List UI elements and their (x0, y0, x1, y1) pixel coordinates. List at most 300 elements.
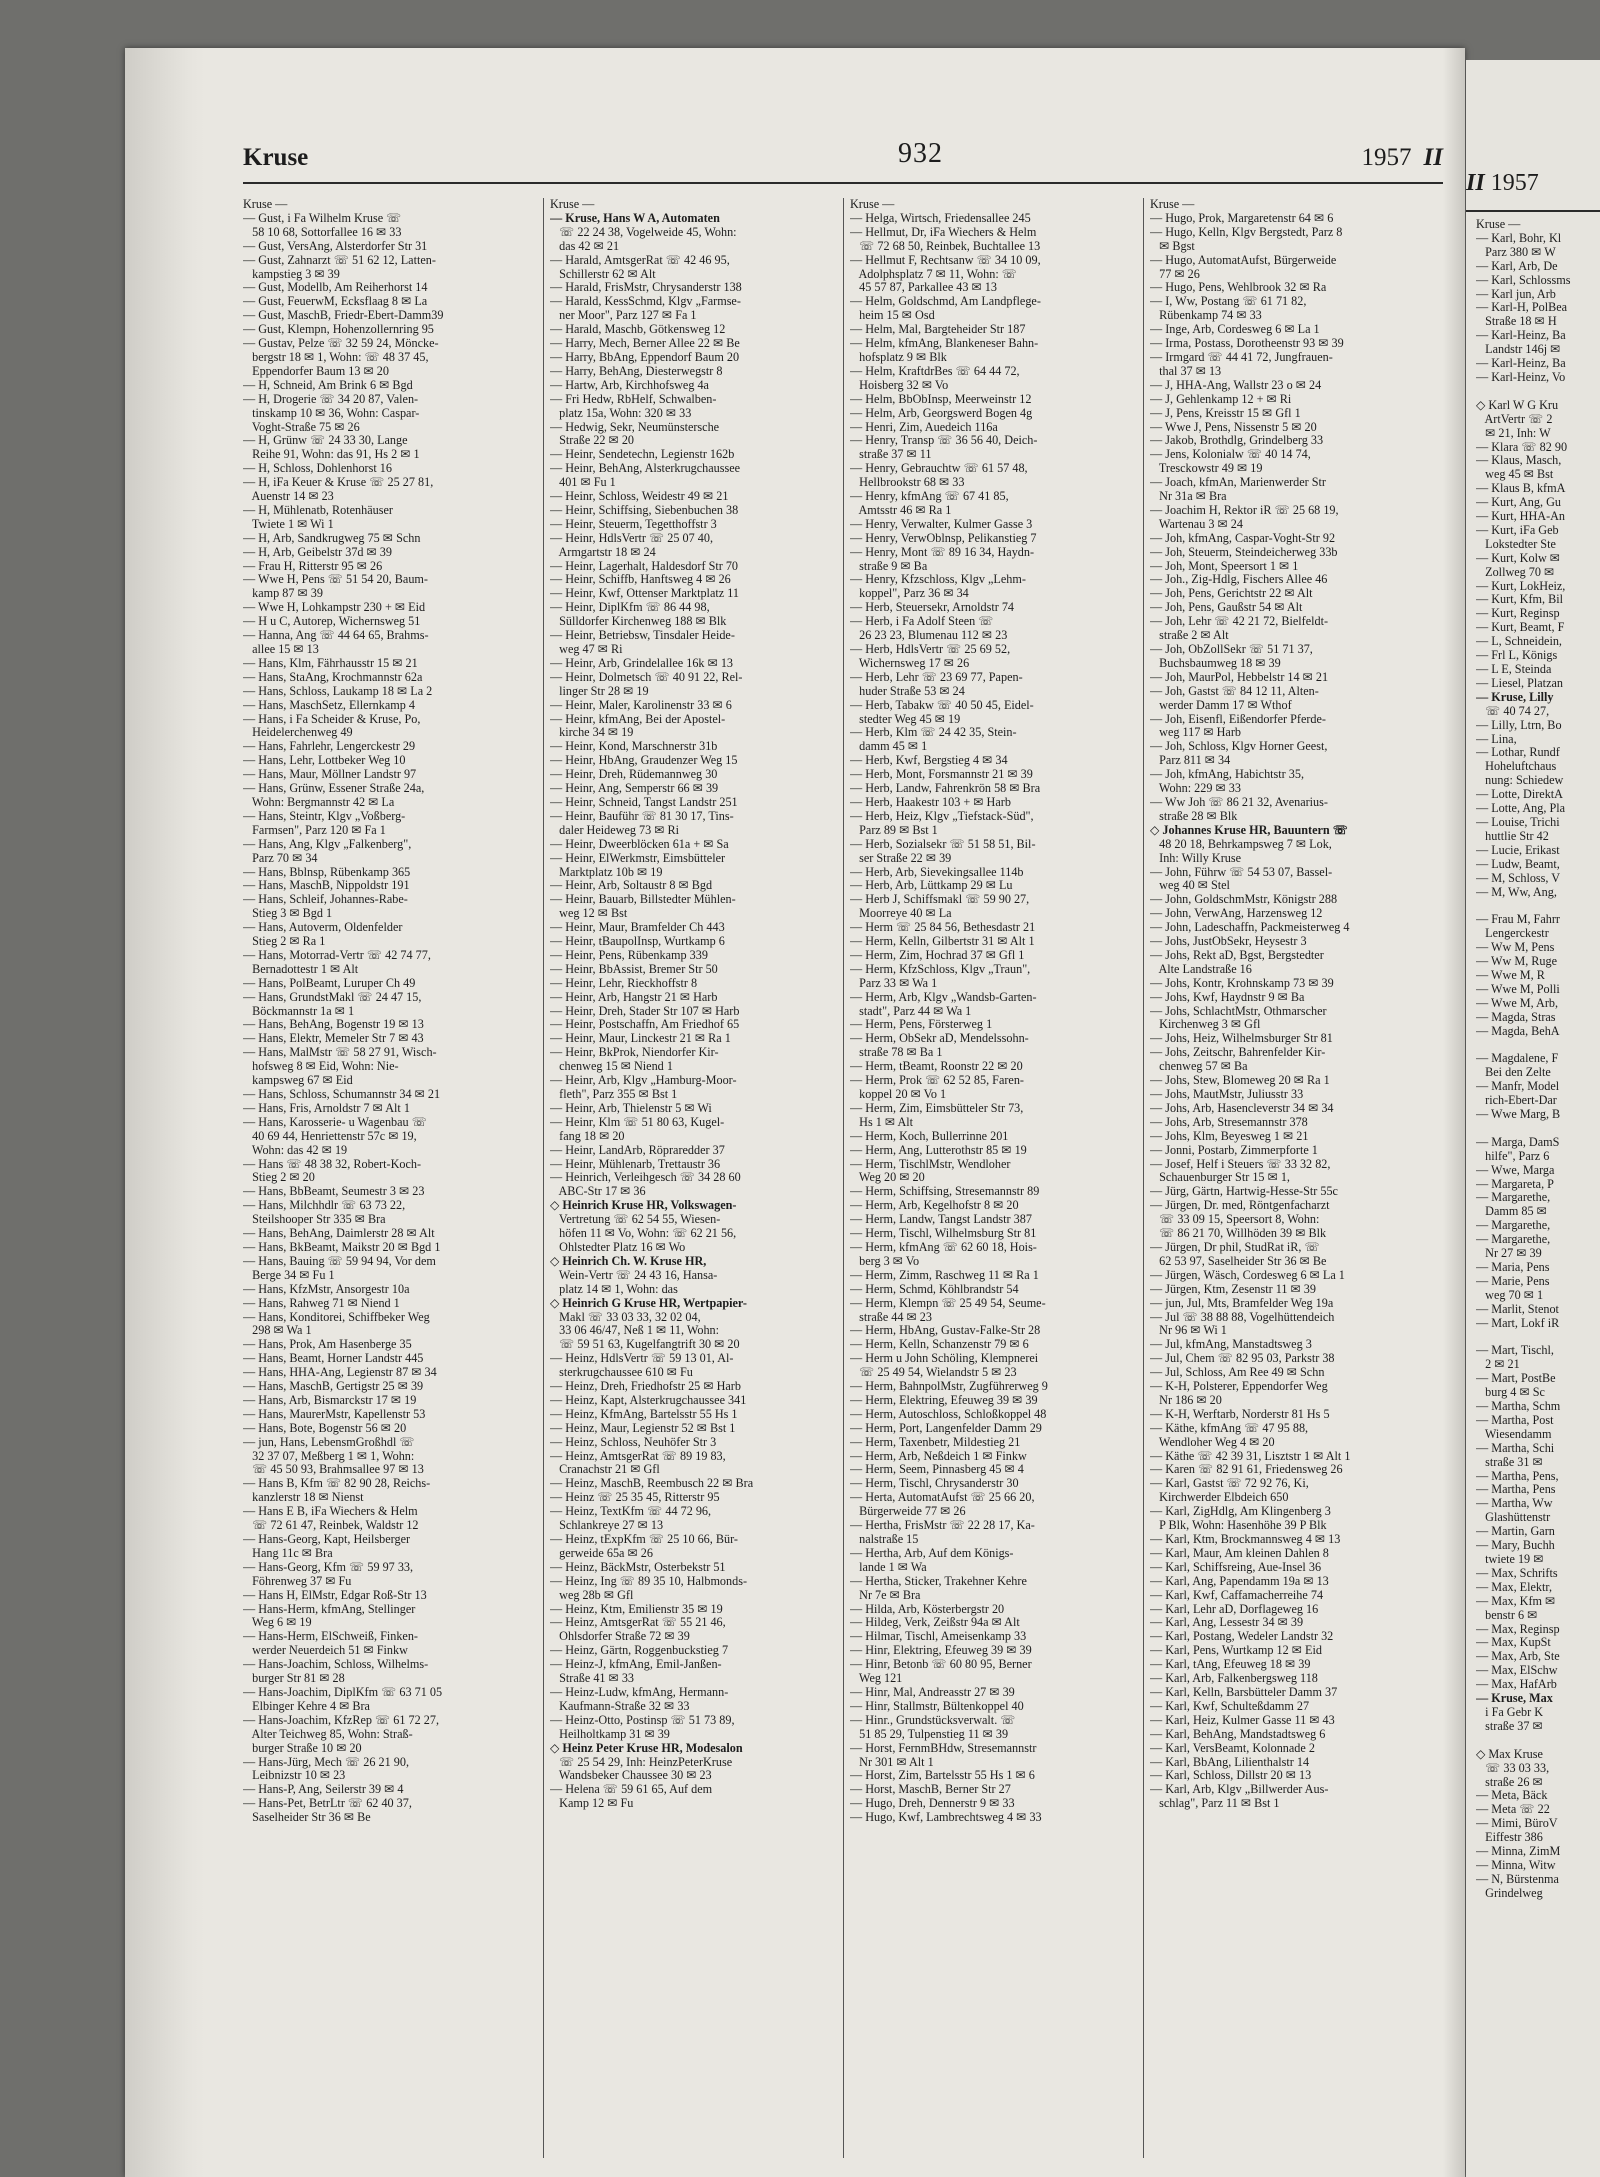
directory-entry-line: — Johs, Zeitschr, Bahrenfelder Kir- (1150, 1046, 1326, 1060)
directory-entry-line: — Gust, Zahnarzt ☏ 51 62 12, Latten- (243, 253, 436, 267)
directory-entry-line: Adolphsplatz 7 ✉ 11, Wohn: ☏ (850, 267, 1017, 281)
directory-entry-line: — Karl, Gastst ☏ 72 92 76, Ki, (1150, 1477, 1309, 1491)
facing-page-column (1476, 218, 1600, 1901)
facing-page-entry-line: benstr 6 ✉ (1476, 1608, 1538, 1622)
directory-entry-line: — Hans, i Fa Scheider & Kruse, Po, (243, 712, 421, 726)
directory-entry-line: — Johs, JustObSekr, Heysestr 3 (1150, 935, 1307, 949)
directory-entry-line: — Heinz-J, kfmAng, Emil-Janßen- (550, 1658, 722, 1672)
directory-entry-line: — Herm, Elektring, Efeuweg 39 ✉ 39 (850, 1393, 1038, 1407)
facing-page-entry-line: — Marga, DamS (1476, 1135, 1560, 1149)
directory-entry-line: — Hans, HHA-Ang, Legienstr 87 ✉ 34 (243, 1366, 437, 1380)
directory-entry-line: ◇ Heinrich G Kruse HR, Wertpapier- (550, 1296, 747, 1310)
facing-page-entry-line: — Kurt, Reginsp (1476, 607, 1560, 621)
directory-entry-line: — Herm, HbAng, Gustav-Falke-Str 28 (850, 1324, 1041, 1338)
directory-entry-line: Kirchenweg 3 ✉ Gfl (1150, 1018, 1261, 1032)
directory-entry-line: — Heinz, Schloss, Neuhöfer Str 3 (550, 1435, 717, 1449)
directory-entry-line: Schlankreye 27 ✉ 13 (550, 1519, 664, 1533)
directory-entry-line: — Harry, BbAng, Eppendorf Baum 20 (550, 350, 740, 364)
directory-entry-line: weg 117 ✉ Harb (1150, 726, 1241, 740)
directory-entry-line: — Inge, Arb, Cordesweg 6 ✉ La 1 (1150, 323, 1320, 337)
directory-entry-line: kampsweg 67 ✉ Eid (243, 1074, 353, 1088)
directory-entry-line: — Heinr, Schiffsing, Siebenbuchen 38 (550, 503, 739, 517)
directory-entry-line: — Heinz, Ing ☏ 89 35 10, Halbmonds- (550, 1574, 748, 1588)
directory-entry-line: — Herb, Landw, Fahrenkrön 58 ✉ Bra (850, 782, 1041, 796)
directory-entry-line: Kamp 12 ✉ Fu (550, 1797, 634, 1811)
directory-entry-line: — Harald, KessSchmd, Klgv „Farmse- (550, 295, 741, 309)
directory-column-2 (543, 198, 843, 2158)
directory-entry-line: Wichernsweg 17 ✉ 26 (850, 656, 970, 670)
facing-page-entry-line: — M, Ww, Ang, (1476, 885, 1557, 899)
facing-page-entry-line: — Magda, Stras (1476, 1010, 1556, 1024)
directory-entry-line: — Heinr, Maur, Bramfelder Ch 443 (550, 921, 725, 935)
directory-entry-line: — Hugo, AutomatAufst, Bürgerweide (1150, 253, 1337, 267)
directory-entry-line: — Heinr, Arb, Klgv „Hamburg-Moor- (550, 1074, 737, 1088)
directory-entry-line: 48 20 18, Behrkampsweg 7 ✉ Lok, (1150, 837, 1332, 851)
directory-entry-line: ☏ 45 50 93, Brahmsallee 97 ✉ 13 (243, 1463, 424, 1477)
directory-entry-line: stedter Weg 45 ✉ 19 (850, 712, 961, 726)
directory-entry-line: — Heinr, Klm ☏ 51 80 63, Kugel- (550, 1115, 725, 1129)
directory-entry-line: — Heinr, Schneid, Tangst Landstr 251 (550, 795, 738, 809)
directory-entry-line: Bernadottestr 1 ✉ Alt (243, 962, 359, 976)
directory-entry-line: — Joach, kfmAn, Marienwerder Str (1150, 476, 1326, 490)
directory-entry-line: werder Damm 17 ✉ Wthof (1150, 698, 1292, 712)
facing-page-entry-line: straße 26 ✉ (1476, 1775, 1543, 1789)
facing-page-entry-line: — Max, Elektr, (1476, 1580, 1553, 1594)
directory-entry-line: — Herm, Prok ☏ 62 52 85, Faren- (850, 1074, 1024, 1088)
directory-entry-line: — Heinr, Kond, Marschnerstr 31b (550, 740, 718, 754)
directory-entry-line: — Johs, Arb, Stresemannstr 378 (1150, 1115, 1308, 1129)
directory-entry-line: — Hanna, Ang ☏ 44 64 65, Brahms- (243, 629, 429, 643)
directory-entry-line: — Henri, Zim, Auedeich 116a (850, 420, 998, 434)
directory-entry-line: Voght-Straße 75 ✉ 26 (243, 420, 360, 434)
facing-page-entry-line (1476, 385, 1600, 399)
directory-entry-line: — Karl, Arb, Klgv „Billwerder Aus- (1150, 1783, 1329, 1797)
directory-entry-line: — Herb, Sozialsekr ☏ 51 58 51, Bil- (850, 837, 1036, 851)
facing-page-entry-line: — Kurt, HHA-An (1476, 510, 1566, 524)
directory-entry-line: — Heinr, Lagerhalt, Haldesdorf Str 70 (550, 559, 739, 573)
facing-page-entry-line: Bei den Zelte (1476, 1066, 1551, 1080)
directory-entry-line: — Karl, VersBeamt, Kolonnade 2 (1150, 1741, 1315, 1755)
directory-entry-line: — Frau H, Ritterstr 95 ✉ 26 (243, 559, 383, 573)
directory-entry-line: — Heinr, Maler, Karolinenstr 33 ✉ 6 (550, 698, 732, 712)
directory-entry-line: — Henry, Mont ☏ 89 16 34, Haydn- (850, 545, 1035, 559)
directory-entry-line: — Herm, BahnpolMstr, Zugführerweg 9 (850, 1380, 1048, 1394)
directory-entry-line: — Heinz, Maur, Legienstr 52 ✉ Bst 1 (550, 1421, 736, 1435)
directory-entry-line: — Joh, Pens, Gaußstr 54 ✉ Alt (1150, 601, 1303, 615)
directory-entry-line: weg 47 ✉ Ri (550, 643, 623, 656)
directory-entry-line: — Herb, i Fa Adolf Steen ☏ (850, 615, 994, 629)
directory-entry-line: — Jonni, Postarb, Zimmerpforte 1 (1150, 1143, 1318, 1157)
directory-entry-line: — Hans-Herm, kfmAng, Stellinger (243, 1602, 416, 1616)
facing-page-entry-line: — Margarethe, (1476, 1191, 1551, 1205)
directory-entry-line: — Hans, Beamt, Horner Landstr 445 (243, 1352, 424, 1366)
facing-page-entry-line: — Max, Reginsp (1476, 1622, 1560, 1636)
directory-entry-line: — Herm, tBeamt, Roonstr 22 ✉ 20 (850, 1060, 1023, 1074)
facing-page-entry-line: — Lothar, Rundf (1476, 746, 1560, 760)
directory-entry-line: — J, HHA-Ang, Wallstr 23 o ✉ 24 (1150, 378, 1322, 392)
directory-entry-line: Ohlstedter Platz 16 ✉ Wo (550, 1240, 686, 1254)
directory-entry-line: Saselheider Str 36 ✉ Be (243, 1811, 371, 1825)
facing-page-entry-line: — Frau M, Fahrr (1476, 913, 1560, 927)
facing-page-entry-line: — Lotte, DirektA (1476, 788, 1563, 802)
facing-page-entry-line: — Max, Arb, Ste (1476, 1650, 1560, 1664)
directory-entry-line: — Johs, SchlachtMstr, Othmarscher (1150, 1004, 1327, 1018)
directory-entry-line: sterkrugchaussee 610 ✉ Fu (550, 1366, 693, 1380)
directory-entry-line: ser Straße 22 ✉ 39 (850, 851, 952, 865)
facing-page-entry-line: Hoheluftchaus (1476, 760, 1557, 774)
directory-entry-line: weg 28b ✉ Gfl (550, 1588, 634, 1602)
directory-entry-line: Rübenkamp 74 ✉ 33 (1150, 309, 1262, 323)
directory-entry-line: chenweg 15 ✉ Niend 1 (550, 1060, 673, 1074)
directory-entry-line: — Hans, StaAng, Krochmannstr 62a (243, 670, 423, 684)
directory-entry-line: — Heinr, Ang, Semperstr 66 ✉ 39 (550, 782, 719, 796)
directory-entry-line: fang 18 ✉ 20 (550, 1129, 625, 1143)
directory-entry-line: ✉ Bgst (1150, 239, 1195, 253)
facing-page-entry-line: twiete 19 ✉ (1476, 1553, 1544, 1566)
directory-entry-line: — Heinr, Schloss, Weidestr 49 ✉ 21 (550, 490, 729, 504)
directory-entry-line: — Heinr, Betriebsw, Tinsdaler Heide- (550, 629, 735, 643)
directory-entry-line: straße 37 ✉ 11 (850, 448, 932, 462)
directory-entry-line: — Hans, Prok, Am Hasenberge 35 (243, 1338, 412, 1352)
directory-entry-line: — Heinz, BäckMstr, Osterbekstr 51 (550, 1560, 726, 1574)
directory-entry-line: Marktplatz 10b ✉ 19 (550, 865, 663, 879)
directory-entry-line: Elbinger Kehre 4 ✉ Bra (243, 1699, 370, 1713)
directory-entry-line: — Gust, FeuerwM, Ecksflaag 8 ✉ La (243, 295, 428, 309)
directory-entry-line: werder Neuerdeich 51 ✉ Finkw (243, 1644, 408, 1658)
directory-entry-line: ☏ 25 54 29, Inh: HeinzPeterKruse (550, 1755, 733, 1769)
facing-page-entry-line: — Max, Kfm ✉ (1476, 1594, 1556, 1608)
directory-entry-line: — Heinz-Ludw, kfmAng, Hermann- (550, 1685, 729, 1699)
directory-entry-line: — Herm, Tischl, Wilhelmsburg Str 81 (850, 1227, 1037, 1241)
directory-entry-line: — Hilda, Arb, Kösterbergstr 20 (850, 1602, 1005, 1616)
facing-page-entry-line: — Manfr, Model (1476, 1080, 1560, 1094)
directory-entry-line: — Horst, MaschB, Berner Str 27 (850, 1783, 1011, 1797)
directory-entry-line: — Hans, GrundstMakl ☏ 24 47 15, (243, 990, 422, 1004)
directory-entry-line: — Henry, Transp ☏ 36 56 40, Deich- (850, 434, 1038, 448)
facing-page-entry-line: — Karl-Heinz, Vo (1476, 370, 1566, 384)
directory-entry-line: ☏ 86 21 70, Willhöden 39 ✉ Blk (1150, 1227, 1327, 1241)
facing-page-entry-line (1476, 899, 1600, 913)
directory-entry-line: — Hans, Ang, Klgv „Falkenberg", (243, 837, 412, 851)
directory-entry-line: das 42 ✉ 21 (550, 239, 620, 253)
directory-entry-line: — Joh, ObZollSekr ☏ 51 71 37, (1150, 643, 1313, 656)
directory-entry-line: — Henry, Gebrauchtw ☏ 61 57 48, (850, 462, 1028, 476)
directory-entry-line: — Hans, Arb, Bismarckstr 17 ✉ 19 (243, 1393, 417, 1407)
directory-entry-line: ☏ 59 51 63, Kugelfangtrift 30 ✉ 20 (550, 1338, 740, 1352)
directory-entry-line: ◇ Heinrich Ch. W. Kruse HR, (550, 1254, 707, 1268)
directory-entry-line: ☏ 22 24 38, Vogelweide 45, Wohn: (550, 225, 737, 239)
directory-entry-line: — Hugo, Kelln, Klgv Bergstedt, Parz 8 (1150, 225, 1343, 239)
directory-entry-line: Sülldorfer Kirchenweg 188 ✉ Blk (550, 615, 727, 629)
directory-entry-line: kirche 34 ✉ 19 (550, 726, 634, 740)
directory-entry-line: daler Heideweg 73 ✉ Ri (550, 823, 680, 837)
directory-entry-line: Hellbrookstr 68 ✉ 33 (850, 476, 965, 490)
facing-page-entry-line: — Lotte, Ang, Pla (1476, 802, 1566, 816)
directory-entry-line: — Herm, Taxenbetr, Mildestieg 21 (850, 1435, 1021, 1449)
directory-entry-line: — Herb, Mont, Forsmannstr 21 ✉ 39 (850, 768, 1033, 782)
directory-entry-line: — Karl, Heiz, Kulmer Gasse 11 ✉ 43 (1150, 1713, 1335, 1727)
directory-entry-line: 298 ✉ Wa 1 (243, 1324, 312, 1338)
facing-page-entry-line: — Karl-Heinz, Ba (1476, 357, 1566, 371)
facing-page-entry-line: ☏ 40 74 27, (1476, 704, 1550, 718)
directory-entry-line: — Hans-Herm, ElSchweiß, Finken- (243, 1630, 418, 1644)
directory-entry-line: Parz 89 ✉ Bst 1 (850, 823, 938, 837)
facing-page-entry-line: — Mart, Tischl, (1476, 1344, 1554, 1358)
facing-page-entry-line: — Magda, BehA (1476, 1024, 1560, 1038)
facing-page-entry-line: Glashüttenstr (1476, 1511, 1551, 1525)
directory-entry-line: — Heinr, Mühlenarb, Trettaustr 36 (550, 1157, 721, 1171)
directory-entry-line: — Joh, Schloss, Klgv Horner Geest, (1150, 740, 1328, 754)
directory-entry-line: — Hans H, ElMstr, Edgar Roß-Str 13 (243, 1588, 427, 1602)
directory-entry-line: — Herm, Arb, Kegelhofstr 8 ✉ 20 (850, 1199, 1019, 1213)
facing-page-entry-line: — Margarethe, (1476, 1219, 1551, 1233)
facing-page-entry-line: — Kurt, Ang, Gu (1476, 496, 1561, 510)
directory-entry-line: — Hildeg, Verk, Zeißstr 94a ✉ Alt (850, 1616, 1020, 1630)
directory-entry-line: — Harry, Mech, Berner Allee 22 ✉ Be (550, 337, 740, 351)
directory-entry-line: — Hans, Steintr, Klgv „Voßberg- (243, 809, 406, 823)
directory-entry-line: — Johs, Stew, Blomeweg 20 ✉ Ra 1 (1150, 1074, 1330, 1088)
facing-page-entry-line: — Kurt, LokHeiz, (1476, 579, 1566, 593)
directory-entry-line: Straße 22 ✉ 20 (550, 434, 635, 448)
facing-page-entry-line: hilfe", Parz 6 (1476, 1149, 1550, 1163)
directory-entry-line: — H, Schneid, Am Brink 6 ✉ Bgd (243, 378, 413, 392)
directory-entry-line: Alte Landstraße 16 (1150, 962, 1252, 976)
directory-entry-line: kamp 87 ✉ 39 (243, 587, 323, 601)
facing-page-entry-line: Zollweg 70 ✉ (1476, 565, 1555, 579)
directory-entry-line: — Karl, ZigHdlg, Am Klingenberg 3 (1150, 1505, 1331, 1519)
directory-entry-line: — Hans, BehAng, Daimlerstr 28 ✉ Alt (243, 1227, 435, 1241)
directory-entry-line: — Hans, Fris, Arnoldstr 7 ✉ Alt 1 (243, 1101, 410, 1115)
directory-entry-line: nalstraße 15 (850, 1533, 919, 1546)
directory-entry-line: — Herm, KfzSchloss, Klgv „Traun", (850, 962, 1031, 976)
directory-entry-line: — Herb, Klm ☏ 24 42 35, Stein- (850, 726, 1017, 740)
directory-entry-line: 62 53 97, Saselheider Str 36 ✉ Be (1150, 1254, 1327, 1268)
facing-page-entry-line: — Ludw, Beamt, (1476, 857, 1560, 871)
directory-entry-line: — Joh, kfmAng, Caspar-Voght-Str 92 (1150, 531, 1336, 545)
directory-entry-line: — Gustav, Pelze ☏ 32 59 24, Möncke- (243, 337, 439, 351)
directory-entry-line: — Heinz, Gärtn, Roggenbuckstieg 7 (550, 1644, 729, 1658)
facing-page-entry-line: — Kurt, Kfm, Bil (1476, 593, 1564, 607)
facing-page-volume: II (1466, 170, 1485, 196)
directory-entry-line: berg 3 ✉ Vo (850, 1254, 920, 1268)
directory-entry-line: — Herb, Tabakw ☏ 40 50 45, Eidel- (850, 698, 1034, 712)
directory-entry-line: Wendloher Weg 4 ✉ 20 (1150, 1435, 1275, 1449)
directory-entry-line: — Wwe J, Pens, Nissenstr 5 ✉ 20 (1150, 420, 1317, 434)
directory-entry-line: allee 15 ✉ 13 (243, 643, 319, 656)
directory-entry-line: — Hans, MalMstr ☏ 58 27 91, Wisch- (243, 1046, 437, 1060)
directory-entry-line: — Hans-P, Ang, Seilerstr 39 ✉ 4 (243, 1783, 404, 1797)
directory-entry-line: — Heinz-Otto, Postinsp ☏ 51 73 89, (550, 1713, 735, 1727)
facing-page-entry-line: — M, Schloss, V (1476, 871, 1561, 885)
directory-page (125, 48, 1465, 2177)
directory-entry-line: — Herm, Kelln, Schanzenstr 79 ✉ 6 (850, 1338, 1029, 1352)
facing-page-entry-line: burg 4 ✉ Sc (1476, 1386, 1545, 1400)
directory-entry-line: 401 ✉ Fu 1 (550, 476, 616, 490)
directory-entry-line: — Herm, Koch, Bullerrinne 201 (850, 1129, 1009, 1143)
facing-page-entry-line: — Karl-Heinz, Ba (1476, 329, 1566, 343)
directory-entry-line: — Heinr, HbAng, Graudenzer Weg 15 (550, 754, 738, 768)
facing-page-entry-line: — Martha, Schm (1476, 1400, 1561, 1414)
directory-entry-line: — Hans, Milchhdlr ☏ 63 73 22, (243, 1199, 406, 1213)
facing-page-entry-line: — Ww M, Ruge (1476, 955, 1558, 969)
directory-entry-line: — Heinr, LandArb, Röpraredder 37 (550, 1143, 725, 1157)
directory-entry-line: lande 1 ✉ Wa (850, 1560, 927, 1574)
directory-entry-line: Armgartstr 18 ✉ 24 (550, 545, 656, 559)
directory-entry-line: — Hans, PolBeamt, Luruper Ch 49 (243, 976, 416, 990)
directory-entry-line: — Karl, Pens, Wurtkamp 12 ✉ Eid (1150, 1644, 1322, 1658)
directory-entry-line: — Joh, Lehr ☏ 42 21 72, Bielfeldt- (1150, 615, 1329, 629)
directory-entry-line: schlag", Parz 11 ✉ Bst 1 (1150, 1797, 1280, 1811)
directory-entry-line: ◇ Johannes Kruse HR, Bauuntern ☏ (1150, 823, 1348, 837)
facing-page-entry-line: — Wwe M, Polli (1476, 982, 1560, 996)
facing-page-entry-line (1476, 1734, 1600, 1748)
facing-page-entry-line: Kruse — (1476, 218, 1521, 231)
facing-page-entry-line: ◇ Max Kruse (1476, 1747, 1543, 1761)
facing-page-entry-line: — Max, HafArb (1476, 1678, 1557, 1692)
directory-entry-line: — Karl, tAng, Efeuweg 18 ✉ 39 (1150, 1658, 1311, 1672)
directory-entry-line: — H, Drogerie ☏ 34 20 87, Valen- (243, 392, 419, 406)
directory-entry-line: Tresckowstr 49 ✉ 19 (1150, 462, 1263, 476)
directory-entry-line: — Helena ☏ 59 61 65, Auf dem (550, 1783, 713, 1797)
facing-page-entry-line: — Minna, Witw (1476, 1858, 1556, 1872)
facing-page-entry-line: — Karl, Bohr, Kl (1476, 231, 1562, 245)
directory-entry-line: — Hans-Georg, Kapt, Heilsberger (243, 1533, 411, 1546)
directory-columns (243, 198, 1443, 2158)
page-binding-shadow (125, 48, 205, 2177)
facing-page-entry-line: Straße 18 ✉ H (1476, 315, 1557, 329)
directory-entry-line: — Heinr, BehAng, Alsterkrugchaussee (550, 462, 741, 476)
directory-entry-line: — H, Mühlenatb, Rotenhäuser (243, 503, 393, 517)
directory-entry-line: — Hans, MaurerMstr, Kapellenstr 53 (243, 1407, 426, 1421)
directory-entry-line: — Harald, AmtsgerRat ☏ 42 46 95, (550, 253, 730, 267)
directory-entry-line: — Hugo, Pens, Wehlbrook 32 ✉ Ra (1150, 281, 1327, 295)
facing-page-entry-line: ArtVertr ☏ 2 (1476, 412, 1553, 426)
facing-page-entry-line: ☏ 33 03 33, (1476, 1761, 1550, 1775)
directory-entry-line: — Herm, Arb, Neßdeich 1 ✉ Finkw (850, 1449, 1027, 1463)
facing-page-entry-line: weg 45 ✉ Bst (1476, 468, 1554, 482)
directory-entry-line: Schillerstr 62 ✉ Alt (550, 267, 656, 281)
directory-entry-line: — Heinr, Arb, Hangstr 21 ✉ Harb (550, 990, 718, 1004)
directory-entry-line: — Herm, Schmd, Köhlbrandstr 54 (850, 1282, 1019, 1296)
facing-page-entry-line: — Martin, Garn (1476, 1525, 1555, 1539)
directory-entry-line: 77 ✉ 26 (1150, 267, 1200, 281)
directory-entry-line: Böckmannstr 1a ✉ 1 (243, 1004, 355, 1018)
directory-entry-line: 40 69 44, Henriettenstr 57c ✉ 19, (243, 1129, 417, 1143)
directory-entry-line: — Hans, Schloss, Schumannstr 34 ✉ 21 (243, 1088, 441, 1101)
directory-entry-line: — Ww Joh ☏ 86 21 32, Avenarius- (1150, 795, 1328, 809)
page-header (243, 138, 1443, 184)
directory-entry-line: chenweg 57 ✉ Ba (1150, 1060, 1248, 1074)
directory-entry-line: — Hans, Konditorei, Schiffbeker Weg (243, 1310, 430, 1324)
directory-entry-line: linger Str 28 ✉ 19 (550, 684, 649, 698)
facing-page-entry-line: Grindelweg (1476, 1886, 1543, 1900)
directory-entry-line: — Karl, Maur, Am kleinen Dahlen 8 (1150, 1546, 1329, 1560)
directory-entry-line: — Jürgen, Ktm, Zesenstr 11 ✉ 39 (1150, 1282, 1316, 1296)
directory-entry-line: platz 14 ✉ 1, Wohn: das (550, 1282, 678, 1296)
directory-entry-line: — Heinr, BkProk, Niendorfer Kir- (550, 1046, 719, 1060)
directory-entry-line: — Heinz, HdlsVertr ☏ 59 13 01, Al- (550, 1352, 734, 1366)
directory-entry-line: — Henry, Verwalter, Kulmer Gasse 3 (850, 517, 1033, 531)
directory-entry-line: — Henry, VerwOblnsp, Pelikanstieg 7 (850, 531, 1037, 545)
directory-entry-line: — Wwe H, Lohkampstr 230 + ✉ Eid (243, 601, 426, 615)
directory-entry-line: — Hertha, FrisMstr ☏ 22 28 17, Ka- (850, 1519, 1035, 1533)
directory-entry-line: — Karl, Postang, Wedeler Landstr 32 (1150, 1630, 1334, 1644)
directory-entry-line: stadt", Parz 44 ✉ Wa 1 (850, 1004, 972, 1018)
directory-entry-line: — Herm, Kelln, Gilbertstr 31 ✉ Alt 1 (850, 935, 1035, 949)
directory-entry-line: — Karl, Ang, Papendamm 19a ✉ 13 (1150, 1574, 1329, 1588)
directory-entry-line: — Jul, Schloss, Am Ree 49 ✉ Schn (1150, 1366, 1325, 1380)
directory-entry-line: — Hans, Maur, Möllner Landstr 97 (243, 768, 417, 782)
directory-entry-line: Straße 41 ✉ 33 (550, 1672, 635, 1686)
directory-entry-line: bergstr 18 ✉ 1, Wohn: ☏ 48 37 45, (243, 350, 429, 364)
directory-entry-line: — Harald, FrisMstr, Chrysanderstr 138 (550, 281, 742, 295)
directory-entry-line: — Kruse, Hans W A, Automaten (550, 211, 720, 225)
directory-entry-line: — Joh, Mont, Speersort 1 ✉ 1 (1150, 559, 1299, 573)
directory-entry-line: burger Straße 10 ✉ 20 (243, 1741, 362, 1755)
directory-entry-line: — Johs, Heiz, Wilhelmsburger Str 81 (1150, 1032, 1333, 1046)
directory-entry-line: — Fri Hedw, RbHelf, Schwalben- (550, 392, 717, 406)
directory-entry-line: ☏ 25 49 54, Wielandstr 5 ✉ 23 (850, 1366, 1017, 1380)
directory-entry-line: Amtsstr 46 ✉ Ra 1 (850, 503, 952, 517)
directory-entry-line: — Karl, Ktm, Brockmannsweg 4 ✉ 13 (1150, 1533, 1341, 1546)
facing-page-entry-line: — Frl L, Königs (1476, 649, 1558, 663)
directory-entry-line: — Heinr, Arb, Soltaustr 8 ✉ Bgd (550, 879, 713, 893)
directory-entry-line: Parz 33 ✉ Wa 1 (850, 976, 938, 990)
directory-entry-line: — Heinr, Kwf, Ottenser Marktplatz 11 (550, 587, 739, 601)
directory-entry-line: — Hilmar, Tischl, Ameisenkamp 33 (850, 1630, 1027, 1644)
directory-entry-line: — Heinr, Lehr, Rieckhoffstr 8 (550, 976, 698, 990)
directory-entry-line: — Karl, Schiffsreing, Aue-Insel 36 (1150, 1560, 1322, 1574)
directory-entry-line: thal 37 ✉ 13 (1150, 364, 1222, 378)
directory-entry-line: — K-H, Werftarb, Norderstr 81 Hs 5 (1150, 1407, 1330, 1421)
directory-entry-line: Kirchwerder Elbdeich 650 (1150, 1491, 1289, 1505)
directory-entry-line: — Heinr, HdlsVertr ☏ 25 07 40, (550, 531, 714, 545)
directory-entry-line: — Joh., Zig-Hdlg, Fischers Allee 46 (1150, 573, 1328, 587)
directory-entry-line: — Hans, KfzMstr, Ansorgestr 10a (243, 1282, 410, 1296)
directory-entry-line: höfen 11 ✉ Vo, Wohn: ☏ 62 21 56, (550, 1227, 737, 1241)
facing-page-entry-line: — Meta ☏ 22 (1476, 1803, 1550, 1817)
directory-entry-line: — Jul, kfmAng, Manstadtsweg 3 (1150, 1338, 1312, 1352)
directory-entry-line: — Joh, kfmAng, Habichtstr 35, (1150, 768, 1305, 782)
directory-entry-line: — J, Gehlenkamp 12 + ✉ Ri (1150, 392, 1292, 406)
directory-entry-line: — Hans E B, iFa Wiechers & Helm (243, 1505, 418, 1519)
facing-page-entry-line: — Kruse, Max (1476, 1692, 1553, 1706)
directory-entry-line: Reihe 91, Wohn: das 91, Hs 2 ✉ 1 (243, 448, 420, 462)
directory-entry-line: Kruse — (1150, 198, 1195, 211)
directory-entry-line: — Harald, Maschb, Götkensweg 12 (550, 323, 726, 337)
directory-entry-line: — Johs, Klm, Beyesweg 1 ✉ 21 (1150, 1129, 1309, 1143)
directory-entry-line: — Heinz, Dreh, Friedhofstr 25 ✉ Harb (550, 1380, 741, 1394)
directory-entry-line: Stieg 2 ✉ Ra 1 (243, 935, 326, 949)
directory-entry-line: — Herm, kfmAng ☏ 62 60 18, Hois- (850, 1240, 1037, 1254)
directory-entry-line: Berge 34 ✉ Fu 1 (243, 1268, 335, 1282)
directory-entry-line: — Heinz, TextKfm ☏ 44 72 96, (550, 1505, 712, 1519)
directory-entry-line: — Karl, Lehr aD, Dorflageweg 16 (1150, 1602, 1319, 1616)
directory-entry-line: — Hans, MaschB, Nippoldstr 191 (243, 879, 410, 893)
directory-entry-line: — Hans-Joachim, KfzRep ☏ 61 72 27, (243, 1713, 439, 1727)
directory-entry-line: — Herb, Haakestr 103 + ✉ Harb (850, 795, 1011, 809)
facing-page-entry-line: huttlie Str 42 (1476, 829, 1549, 843)
directory-entry-line: Kruse — (850, 198, 895, 211)
directory-entry-line: — Karl, Kelln, Barsbütteler Damm 37 (1150, 1685, 1338, 1699)
directory-entry-line: — Hans, Fahrlehr, Lengerckestr 29 (243, 740, 416, 754)
directory-entry-line: — Heinz, tExpKfm ☏ 25 10 66, Bür- (550, 1533, 738, 1546)
directory-entry-line: — Herb, Kwf, Bergstieg 4 ✉ 34 (850, 754, 1008, 768)
directory-entry-line: — Herb, Lehr ☏ 23 69 77, Papen- (850, 670, 1023, 684)
directory-entry-line: — jun, Hans, LebensmGroßhdl ☏ (243, 1435, 415, 1449)
directory-entry-line: Stieg 2 ✉ 20 (243, 1171, 315, 1185)
directory-entry-line: — Joh, Gastst ☏ 84 12 11, Alten- (1150, 684, 1319, 698)
